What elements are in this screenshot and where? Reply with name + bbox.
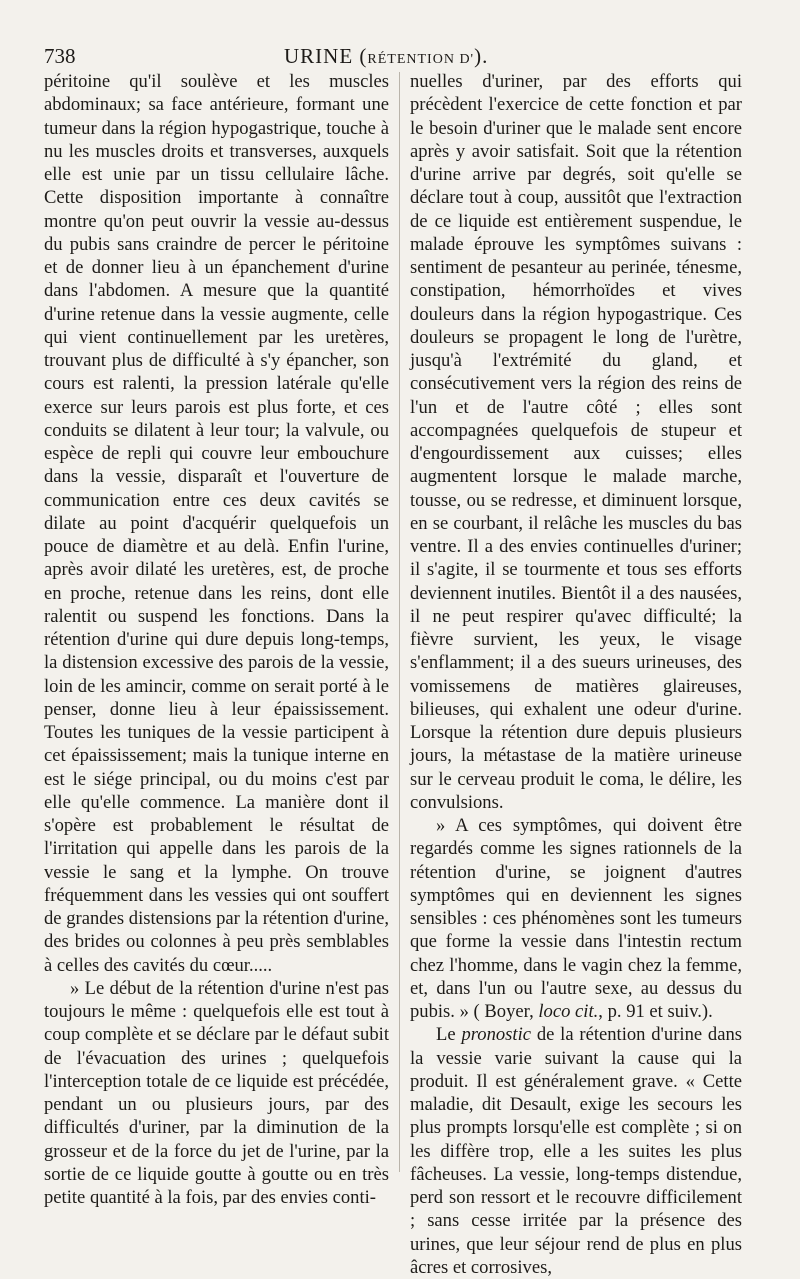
right-paragraph-2-text: » A ces symptômes, qui doivent être regardés comme les signes rationnels de la rétention d'urine, se joignent d'autres symptômes qui en deviennent les signes sensibles : ces phénomènes sont les tumeurs que forme la vessie dans l'intestin rectum chez l'homme, dans le vagin chez la femme, et, dans l'un ou l'autre sexe, au dessus du pubis. » ( Boyer, (410, 815, 742, 1022)
left-paragraph-2: » Le début de la rétention d'urine n'est pas toujours le même : quelquefois elle est tout à coup complète et se déclare par le défaut subit de l'évacuation des urines ; quelquefois l'interception totale de ce liquide est précédée, pendant un ou plusieurs jours, par des difficultés d'uriner, par la diminution de la grosseur et de la force du jet de l'urine, par la sortie de ce liquide goutte à goutte ou en très petite quantité à la fois, par des envies conti- (44, 977, 389, 1208)
citation-loco-cit: loco cit. (538, 1001, 599, 1022)
right-paragraph-2 (410, 814, 742, 1023)
running-head-subtitle: RÉTENTION D' (367, 52, 475, 67)
running-head (284, 44, 488, 69)
right-paragraph-2-end: , p. 91 et suiv.). (598, 1001, 713, 1022)
right-paragraph-3 (410, 1023, 742, 1279)
right-paragraph-3-start: Le (436, 1024, 456, 1046)
term-pronostic: pronostic (461, 1024, 531, 1046)
page-header (44, 38, 744, 68)
running-head-title: URINE ( (284, 44, 368, 68)
left-column (44, 70, 389, 1208)
right-paragraph-3-text: de la rétention d'urine dans la vessie varie suivant la cause qui la produit. Il est généralement grave. « Cette maladie, dit Desault, exige les secours les plus prompts lorsqu'elle est complète ; si on les diffère trop, elle a les suites les plus fâcheuses. La vessie, long-temps distendue, perd son ressort et le recouvre difficilement ; sans cesse irritée par la présence des urines, que leur séjour rend de plus en plus âcres et corrosives, (410, 1024, 742, 1278)
right-paragraph-1: nuelles d'uriner, par des efforts qui précèdent l'exercice de cette fonction et par le besoin d'uriner que le malade sent encore après y avoir satisfait. Soit que la rétention d'urine arrive par degrés, soit qu'elle se déclare tout à coup, aussitôt que l'extraction de ce liquide est entièrement suspendue, le malade éprouve les symptômes suivans : sentiment de pesanteur au perinée, ténesme, constipation, hémorrhoïdes et vives douleurs dans la région hypogastrique. Ces douleurs se propagent le long de l'urètre, jusqu'à l'extrémité du gland, et consécutivement vers la région des reins de l'un et de l'autre côté ; elles sont accompagnées quelquefois de stupeur et d'engourdissement aux cuisses; elles augmentent lorsque le malade marche, tousse, ou se redresse, et diminuent lorsque, en se courbant, il relâche les muscles du bas ventre. Il a des envies continuelles d'uriner; il s'agite, il se tourmente et tous ses efforts deviennent inutiles. Bientôt il a des nausées, il ne peut respirer qu'avec difficulté; la fièvre survient, les yeux, le visage s'enflamment; il a des sueurs urineuses, des vomissemens de matières glaireuses, bilieuses, qui exhalent une odeur d'urine. Lorsque la rétention dure depuis plusieurs jours, la métastase de la matière urineuse sur le cerveau produit le coma, le délire, les convulsions. (410, 71, 742, 813)
left-paragraph-1: péritoine qu'il soulève et les muscles abdominaux; sa face antérieure, formant une tumeur dans la région hypogastrique, touche à nu les muscles droits et transverses, auxquels elle est unie par un tissu cellulaire lâche. Cette disposition importante à connaître montre qu'on peut ouvrir la vessie au-dessus du pubis sans craindre de percer le péritoine et de donner lieu à un épanchement d'urine dans l'abdomen. A mesure que la quantité d'urine retenue dans la vessie augmente, celle qui vient continuellement par les uretères, trouvant plus de difficulté à s'y épancher, son cours est ralenti, la pression latérale qu'elle exerce sur leurs parois est plus forte, et ces conduits se dilatent à leur tour; la valvule, ou espèce de repli qui couvre leur embouchure dans la vessie, disparaît et l'ouverture de communication entre ces deux cavités se dilate au point d'acquérir quelquefois un pouce de diamètre et au delà. Enfin l'urine, après avoir dilaté les uretères, est, de proche en proche, retenue dans les reins, dont elle ralentit ou suspend les fonctions. Dans la rétention d'urine qui dure depuis long-temps, la distension excessive des parois de la vessie, loin de les amincir, comme on serait porté à le penser, donne lieu à leur épaississement. Toutes les tuniques de la vessie participent à cet épaississement; mais la tunique interne en est le siége principal, ou du moins c'est par elle qu'elle commence. La manière dont il s'opère est probablement le résultat de l'irritation qui appelle dans les parois de la vessie le sang et la lymphe. On trouve fréquemment dans les vessies qui ont souffert de grandes distensions par la rétention d'urine, des brides ou colonnes à peu près semblables à celles des cavités du cœur..... (44, 71, 389, 976)
page-number: 738 (44, 44, 76, 68)
column-divider (399, 72, 400, 1172)
right-column (410, 70, 742, 1278)
running-head-close: ). (474, 44, 489, 68)
